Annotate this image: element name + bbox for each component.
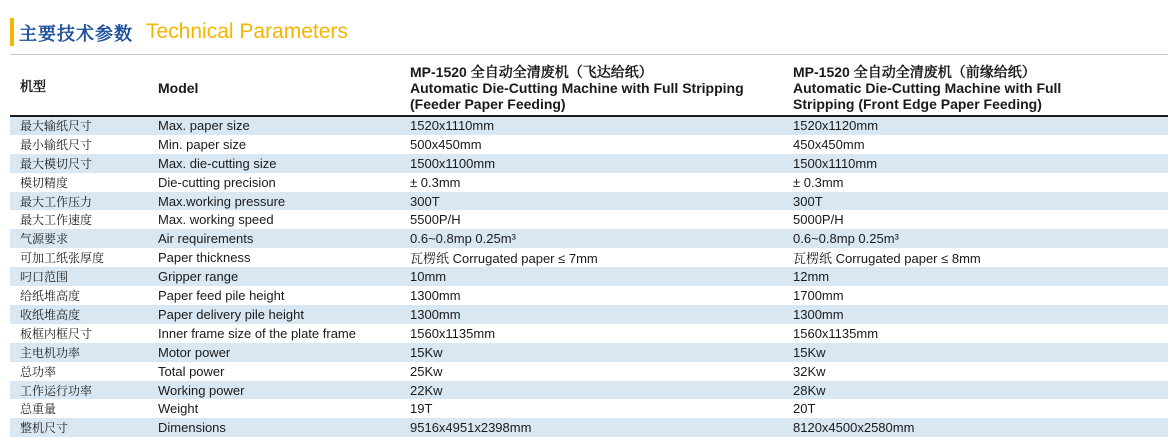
param-name-en: Total power — [158, 363, 225, 379]
param-name-en: Motor power — [158, 344, 231, 360]
table-row — [10, 343, 1168, 362]
value-feeder: 1560x1135mm — [410, 325, 496, 341]
value-feeder: 25Kw — [410, 363, 443, 379]
header-front-edge-line1: MP-1520 全自动全清废机（前缘给纸） — [793, 63, 1036, 80]
param-name-cn: 最小输纸尺寸 — [20, 137, 93, 152]
value-feeder: 0.6~0.8mp 0.25m³ — [410, 231, 516, 247]
table-row — [10, 116, 1168, 135]
param-name-cn: 可加工纸张厚度 — [20, 251, 105, 266]
table-row — [10, 324, 1168, 343]
value-feeder: 1300mm — [410, 288, 461, 304]
param-name-en: Working power — [158, 382, 245, 398]
title-chinese: 主要技术参数 — [19, 24, 133, 45]
param-name-en: Max. working speed — [158, 212, 274, 228]
param-name-cn: 板框内框尺寸 — [20, 326, 93, 341]
title-english: Technical Parameters — [146, 20, 348, 43]
param-name-en: Air requirements — [158, 231, 254, 247]
value-front-edge: 1500x1110mm — [793, 155, 878, 171]
param-name-en: Gripper range — [158, 269, 239, 285]
param-name-en: Weight — [158, 401, 199, 417]
table-row — [10, 286, 1168, 305]
table-row — [10, 154, 1168, 173]
param-name-cn: 叼口范围 — [20, 270, 69, 285]
value-feeder: ± 0.3mm — [410, 174, 461, 190]
header-front-edge-machine — [783, 60, 1168, 116]
param-name-en: Max. paper size — [158, 118, 250, 134]
table-row — [10, 267, 1168, 286]
value-front-edge: 1700mm — [793, 288, 844, 304]
value-feeder: 15Kw — [410, 344, 443, 360]
value-feeder: 5500P/H — [410, 212, 461, 228]
value-front-edge: 瓦楞纸 Corrugated paper ≤ 8mm — [793, 251, 981, 267]
header-front-edge-line2: Automatic Die-Cutting Machine with Full — [793, 79, 1062, 96]
param-name-cn: 气源要求 — [20, 232, 69, 247]
section-title — [0, 14, 1170, 54]
table-row — [10, 305, 1168, 324]
table-row — [10, 192, 1168, 211]
param-name-cn: 最大模切尺寸 — [20, 156, 93, 171]
value-front-edge: 1560x1135mm — [793, 325, 879, 341]
value-front-edge: 12mm — [793, 269, 830, 285]
value-front-edge: 15Kw — [793, 344, 826, 360]
table-row — [10, 399, 1168, 418]
param-name-cn: 最大工作压力 — [20, 194, 93, 209]
value-front-edge: 20T — [793, 401, 816, 417]
param-name-cn: 主电机功率 — [20, 345, 81, 360]
header-front-edge-line3: Stripping (Front Edge Paper Feeding) — [793, 95, 1042, 112]
value-front-edge: 28Kw — [793, 382, 826, 398]
value-front-edge: 32Kw — [793, 363, 826, 379]
param-name-cn: 模切精度 — [20, 175, 69, 190]
value-front-edge: 1520x1120mm — [793, 118, 879, 134]
value-front-edge: 0.6~0.8mp 0.25m³ — [793, 231, 899, 247]
value-feeder: 19T — [410, 401, 433, 417]
param-name-en: Max. die-cutting size — [158, 155, 277, 171]
param-name-cn: 工作运行功率 — [20, 383, 93, 398]
table-row — [10, 248, 1168, 267]
value-feeder: 22Kw — [410, 382, 443, 398]
title-accent-bar — [10, 18, 14, 46]
value-feeder: 1300mm — [410, 306, 461, 322]
param-name-en: Dimensions — [158, 420, 226, 436]
table-row — [10, 210, 1168, 229]
param-name-en: Paper feed pile height — [158, 288, 285, 304]
value-front-edge: 1300mm — [793, 306, 844, 322]
parameters-table — [10, 60, 1168, 437]
table-row — [10, 135, 1168, 154]
param-name-cn: 给纸堆高度 — [20, 289, 81, 304]
value-front-edge: ± 0.3mm — [793, 174, 844, 190]
param-name-en: Die-cutting precision — [158, 174, 276, 190]
table-body — [10, 116, 1168, 437]
value-feeder: 500x450mm — [410, 136, 482, 152]
value-feeder: 300T — [410, 193, 440, 209]
table-row — [10, 418, 1168, 437]
param-name-cn: 总功率 — [20, 364, 57, 379]
param-name-cn: 最大输纸尺寸 — [20, 119, 93, 134]
value-feeder: 瓦楞纸 Corrugated paper ≤ 7mm — [410, 251, 598, 267]
param-name-en: Min. paper size — [158, 136, 247, 152]
title-divider — [10, 54, 1168, 55]
param-name-cn: 整机尺寸 — [20, 421, 69, 436]
header-feeder-line3: (Feeder Paper Feeding) — [410, 95, 566, 112]
value-front-edge: 8120x4500x2580mm — [793, 420, 915, 436]
header-model-en: Model — [148, 60, 400, 116]
value-feeder: 1500x1100mm — [410, 155, 496, 171]
value-feeder: 10mm — [410, 269, 447, 285]
param-name-cn: 最大工作速度 — [20, 213, 93, 228]
table-row — [10, 362, 1168, 381]
param-name-en: Max.working pressure — [158, 193, 286, 209]
value-front-edge: 5000P/H — [793, 212, 844, 228]
header-feeder-machine — [400, 60, 783, 116]
param-name-en: Paper thickness — [158, 250, 251, 266]
header-model-cn: 机型 — [10, 60, 148, 116]
header-feeder-line2: Automatic Die-Cutting Machine with Full Stripping — [410, 79, 744, 96]
param-name-cn: 总重量 — [20, 402, 57, 417]
param-name-cn: 收纸堆高度 — [20, 307, 81, 322]
value-front-edge: 450x450mm — [793, 136, 865, 152]
table-row — [10, 381, 1168, 400]
value-feeder: 1520x1110mm — [410, 118, 495, 134]
table-row — [10, 173, 1168, 192]
param-name-en: Paper delivery pile height — [158, 306, 304, 322]
value-feeder: 9516x4951x2398mm — [410, 420, 532, 436]
table-row — [10, 229, 1168, 248]
header-feeder-line1: MP-1520 全自动全清废机（飞达给纸） — [410, 63, 653, 80]
table-header-row — [10, 60, 1168, 116]
value-front-edge: 300T — [793, 193, 823, 209]
param-name-en: Inner frame size of the plate frame — [158, 325, 356, 341]
